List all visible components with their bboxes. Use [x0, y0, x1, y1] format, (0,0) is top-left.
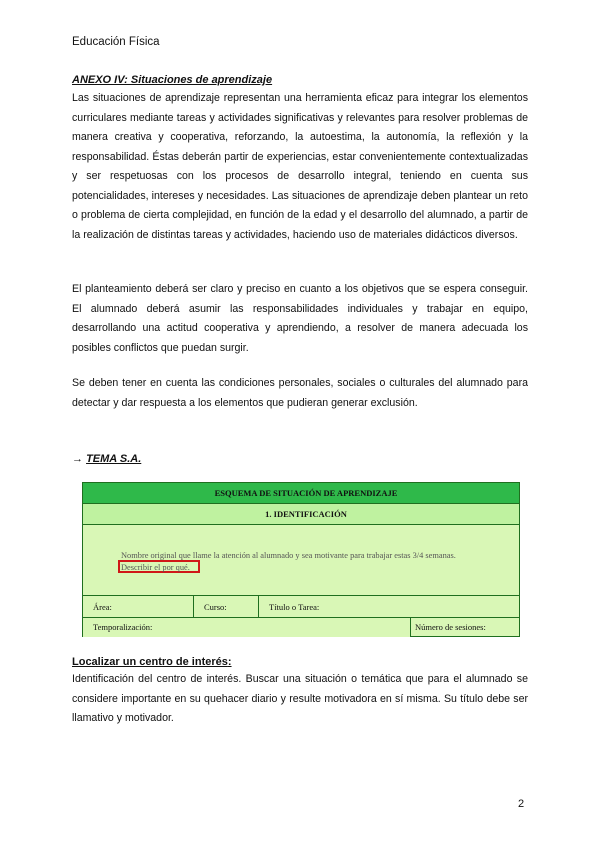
- anexo-paragraph-2: El planteamiento deberá ser claro y preciso en cuanto a los objetivos que se espera conseguir. El alumnado deberá asumir las responsabilidades individuales y trabajar en equipo, desarrollando una actitud cooperativa y aprendiendo, a resolver de manera adecuada los posibles conflictos que puedan surgir.: [72, 283, 528, 354]
- titulo-field[interactable]: Título o Tarea:: [259, 596, 520, 618]
- descripcion-cell[interactable]: [83, 525, 520, 596]
- sesiones-field[interactable]: Número de sesiones:: [411, 618, 520, 637]
- area-field[interactable]: Área:: [83, 596, 194, 618]
- centro-title: Localizar un centro de interés: [72, 656, 228, 668]
- page-header: Educación Física: [72, 36, 160, 48]
- centro-interes-heading: [72, 656, 232, 668]
- centro-title-suffix: :: [227, 656, 232, 668]
- tema-heading: [72, 453, 141, 465]
- descripcion-line-2: Describir el por qué.: [121, 563, 190, 572]
- page-number: 2: [518, 798, 525, 810]
- tema-label: TEMA S.A.: [86, 453, 142, 465]
- anexo-paragraph-3: Se deben tener en cuenta las condiciones personales, sociales o culturales del alumnado para detectar y dar respuesta a los elementos que pudieran generar exclusión.: [72, 377, 528, 409]
- arrow-icon: →: [72, 453, 83, 465]
- descripcion-line-1: Nombre original que llame la atención al alumnado y sea motivante para trabajar estas 3/4 semanas.: [121, 551, 456, 560]
- centro-interes-paragraph: Identificación del centro de interés. Buscar una situación o temática que para el alumnado se considere importante en su quehacer diario y resulte motivadora en sí misma. Su título debe ser llamativo y motivador.: [72, 673, 528, 724]
- curso-field[interactable]: Curso:: [194, 596, 259, 618]
- esquema-title: ESQUEMA DE SITUACIÓN DE APRENDIZAJE: [83, 483, 520, 504]
- anexo-paragraph-1: Las situaciones de aprendizaje representan una herramienta eficaz para integrar los elementos curriculares mediante tareas y actividades significativas y relevantes para resolver problemas de manera creativa y cooperativa, reforzando, la autoestima, la autonomía, la reflexión y la responsabilidad. Éstas deberán partir de experiencias, estar convenientemente contextualizadas y ser respetuosas con los procesos de desarrollo integral, teniendo en cuenta sus potencialidades, intereses y necesidades. Las situaciones de aprendizaje deben plantear un reto o problema de cierta complejidad, en función de la edad y el desarrollo del alumnado, a partir de la realización de distintas tareas y actividades, haciendo uso de materiales didácticos diversos.: [72, 92, 528, 241]
- anexo-title: ANEXO IV: Situaciones de aprendizaje: [72, 74, 273, 86]
- identificacion-heading: 1. IDENTIFICACIÓN: [83, 504, 520, 525]
- temporalizacion-field[interactable]: Temporalización:: [83, 618, 411, 637]
- situacion-aprendizaje-table: [82, 482, 520, 637]
